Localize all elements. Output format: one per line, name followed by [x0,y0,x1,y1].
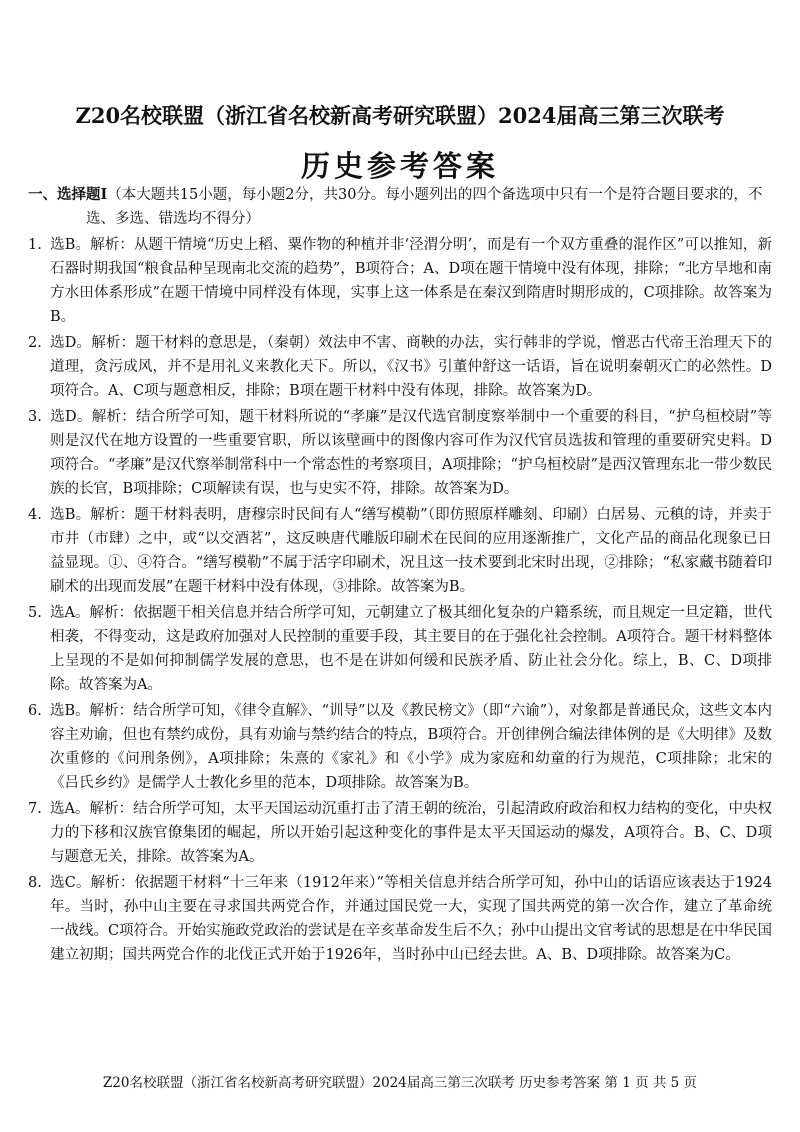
section-title: 一、选择题Ⅰ [28,186,108,203]
section-description: （本大题共15小题，每小题2分，共30分。每小题列出的四个备选项中只有一个是符合题目要求的，不选、多选、错选均不得分） [86,187,763,227]
answer-text: 选D。解析：结合所学可知，题干材料所说的“孝廉”是汉代选官制度察举制中一个重要的科目，“护乌桓校尉”等则是汉代在地方设置的一些重要官职，所以该壁画中的图像内容可作为汉代官员选拔和管理的重要研究史料。D项符合。“孝廉”是汉代察举制常科中一个常态性的考察项目，A项排除；“护乌桓校尉”是西汉管理东北一带少数民族的长官，B项排除；C项解读有误，也与史实不符，排除。故答案为D。 [50,409,772,497]
answer-item-5 [28,601,772,697]
answer-item-4 [28,503,772,599]
answer-item-7 [28,797,772,869]
answer-item-6 [28,699,772,795]
answer-number: 5. [28,605,42,621]
answer-number: 8. [28,875,42,891]
exam-title: Z20名校联盟（浙江省名校新高考研究联盟）2024届高三第三次联考 [75,103,725,128]
answer-text: 选D。解析：题干材料的意思是，（秦朝）效法申不害、商鞅的办法，实行韩非的学说，憎恶古代帝王治理天下的道理，贪污成风，并不是用礼义来教化天下。所以，《汉书》引董仲舒这一话语，旨在说明秦朝灭亡的必然性。D项符合。A、C项与题意相反，排除；B项在题干材料中没有体现，排除。故答案为D。 [50,335,772,399]
answer-number: 6. [28,703,42,719]
answer-text: 选C。解析：依据题干材料“十三年来（1912年来）”等相关信息并结合所学可知，孙中山的话语应该表达于1924年。当时，孙中山主要在寻求国共两党合作，并通过国民党一大，实现了国共两党的第一次合作，建立了革命统一战线。C项符合。开始实施政党政治的尝试是在辛亥革命发生后不久；孙中山提出文官考试的思想是在中华民国建立初期；国共两党合作的北伐正式开始于1926年，当时孙中山已经去世。A、B、D项排除。故答案为C。 [50,875,772,963]
answer-number: 1. [28,237,42,253]
answer-number: 7. [28,801,42,817]
answer-number: 3. [28,409,42,425]
answer-number: 4. [28,507,42,523]
document-subtitle: 历史参考答案 [300,149,499,183]
answer-item-2 [28,331,772,403]
answer-text: 选A。解析：结合所学可知，太平天国运动沉重打击了清王朝的统治，引起清政府政治和权力结构的变化，中央权力的下移和汉族官僚集团的崛起，所以开始引起这种变化的事件是太平天国运动的爆发，A项符合。B、C、D项与题意无关，排除。故答案为A。 [50,801,772,865]
answer-item-8 [28,871,772,967]
answer-item-1 [28,233,772,329]
answer-item-3 [28,405,772,501]
answer-text: 选B。解析：从题干情境“历史上稻、粟作物的种植并非‘泾渭分明’，而是有一个双方重叠的混作区”可以推知，新石器时期我国“粮食品种呈现南北交流的趋势”，B项符合；A、D项在题干情境中没有体现，排除；“北方旱地和南方水田体系形成”在题干情境中同样没有体现，实事上这一体系是在秦汉到隋唐时期形成的，C项排除。故答案为B。 [50,237,772,325]
page-footer: Z20名校联盟（浙江省名校新高考研究联盟）2024届高三第三次联考 历史参考答案 第 1 页 共 5 页 [102,1075,698,1091]
answer-text: 选B。解析：题干材料表明，唐穆宗时民间有人“缮写模勒”（即仿照原样雕刻、印刷）白居易、元稹的诗，并卖于市井（市肆）之中，或“以交酒茗”，这反映唐代雕版印刷术在民间的应用逐渐推广，文化产品的商品化现象已日益显现。①、④符合。“缮写模勒”不属于活字印刷术，况且这一技术要到北宋时出现，②排除；“私家藏书随着印刷术的出现而发展”在题干材料中没有体现，③排除。故答案为B。 [50,507,772,595]
answer-content [28,183,772,967]
answer-number: 2. [28,335,42,351]
section-heading [28,183,772,231]
answer-text: 选A。解析：依据题干相关信息并结合所学可知，元朝建立了极其细化复杂的户籍系统，而且规定一旦定籍，世代相袭，不得变动，这是政府加强对人民控制的重要手段，其主要目的在于强化社会控制。A项符合。题干材料整体上呈现的不是如何抑制儒学发展的意思，也不是在讲如何缓和民族矛盾、防止社会分化。综上，B、C、D项排除。故答案为A。 [50,605,772,693]
answer-text: 选B。解析：结合所学可知，《律令直解》、“训导”以及《教民榜文》（即“六谕”），对象都是普通民众，这些文本内容主劝谕，但也有禁约成份，具有劝谕与禁约结合的特点，B项符合。开创律例合编法律体例的是《大明律》及数次重修的《问刑条例》，A项排除；朱熹的《家礼》和《小学》成为家庭和幼童的行为规范，C项排除；北宋的《吕氏乡约》是儒学人士教化乡里的范本，D项排除。故答案为B。 [50,703,772,791]
